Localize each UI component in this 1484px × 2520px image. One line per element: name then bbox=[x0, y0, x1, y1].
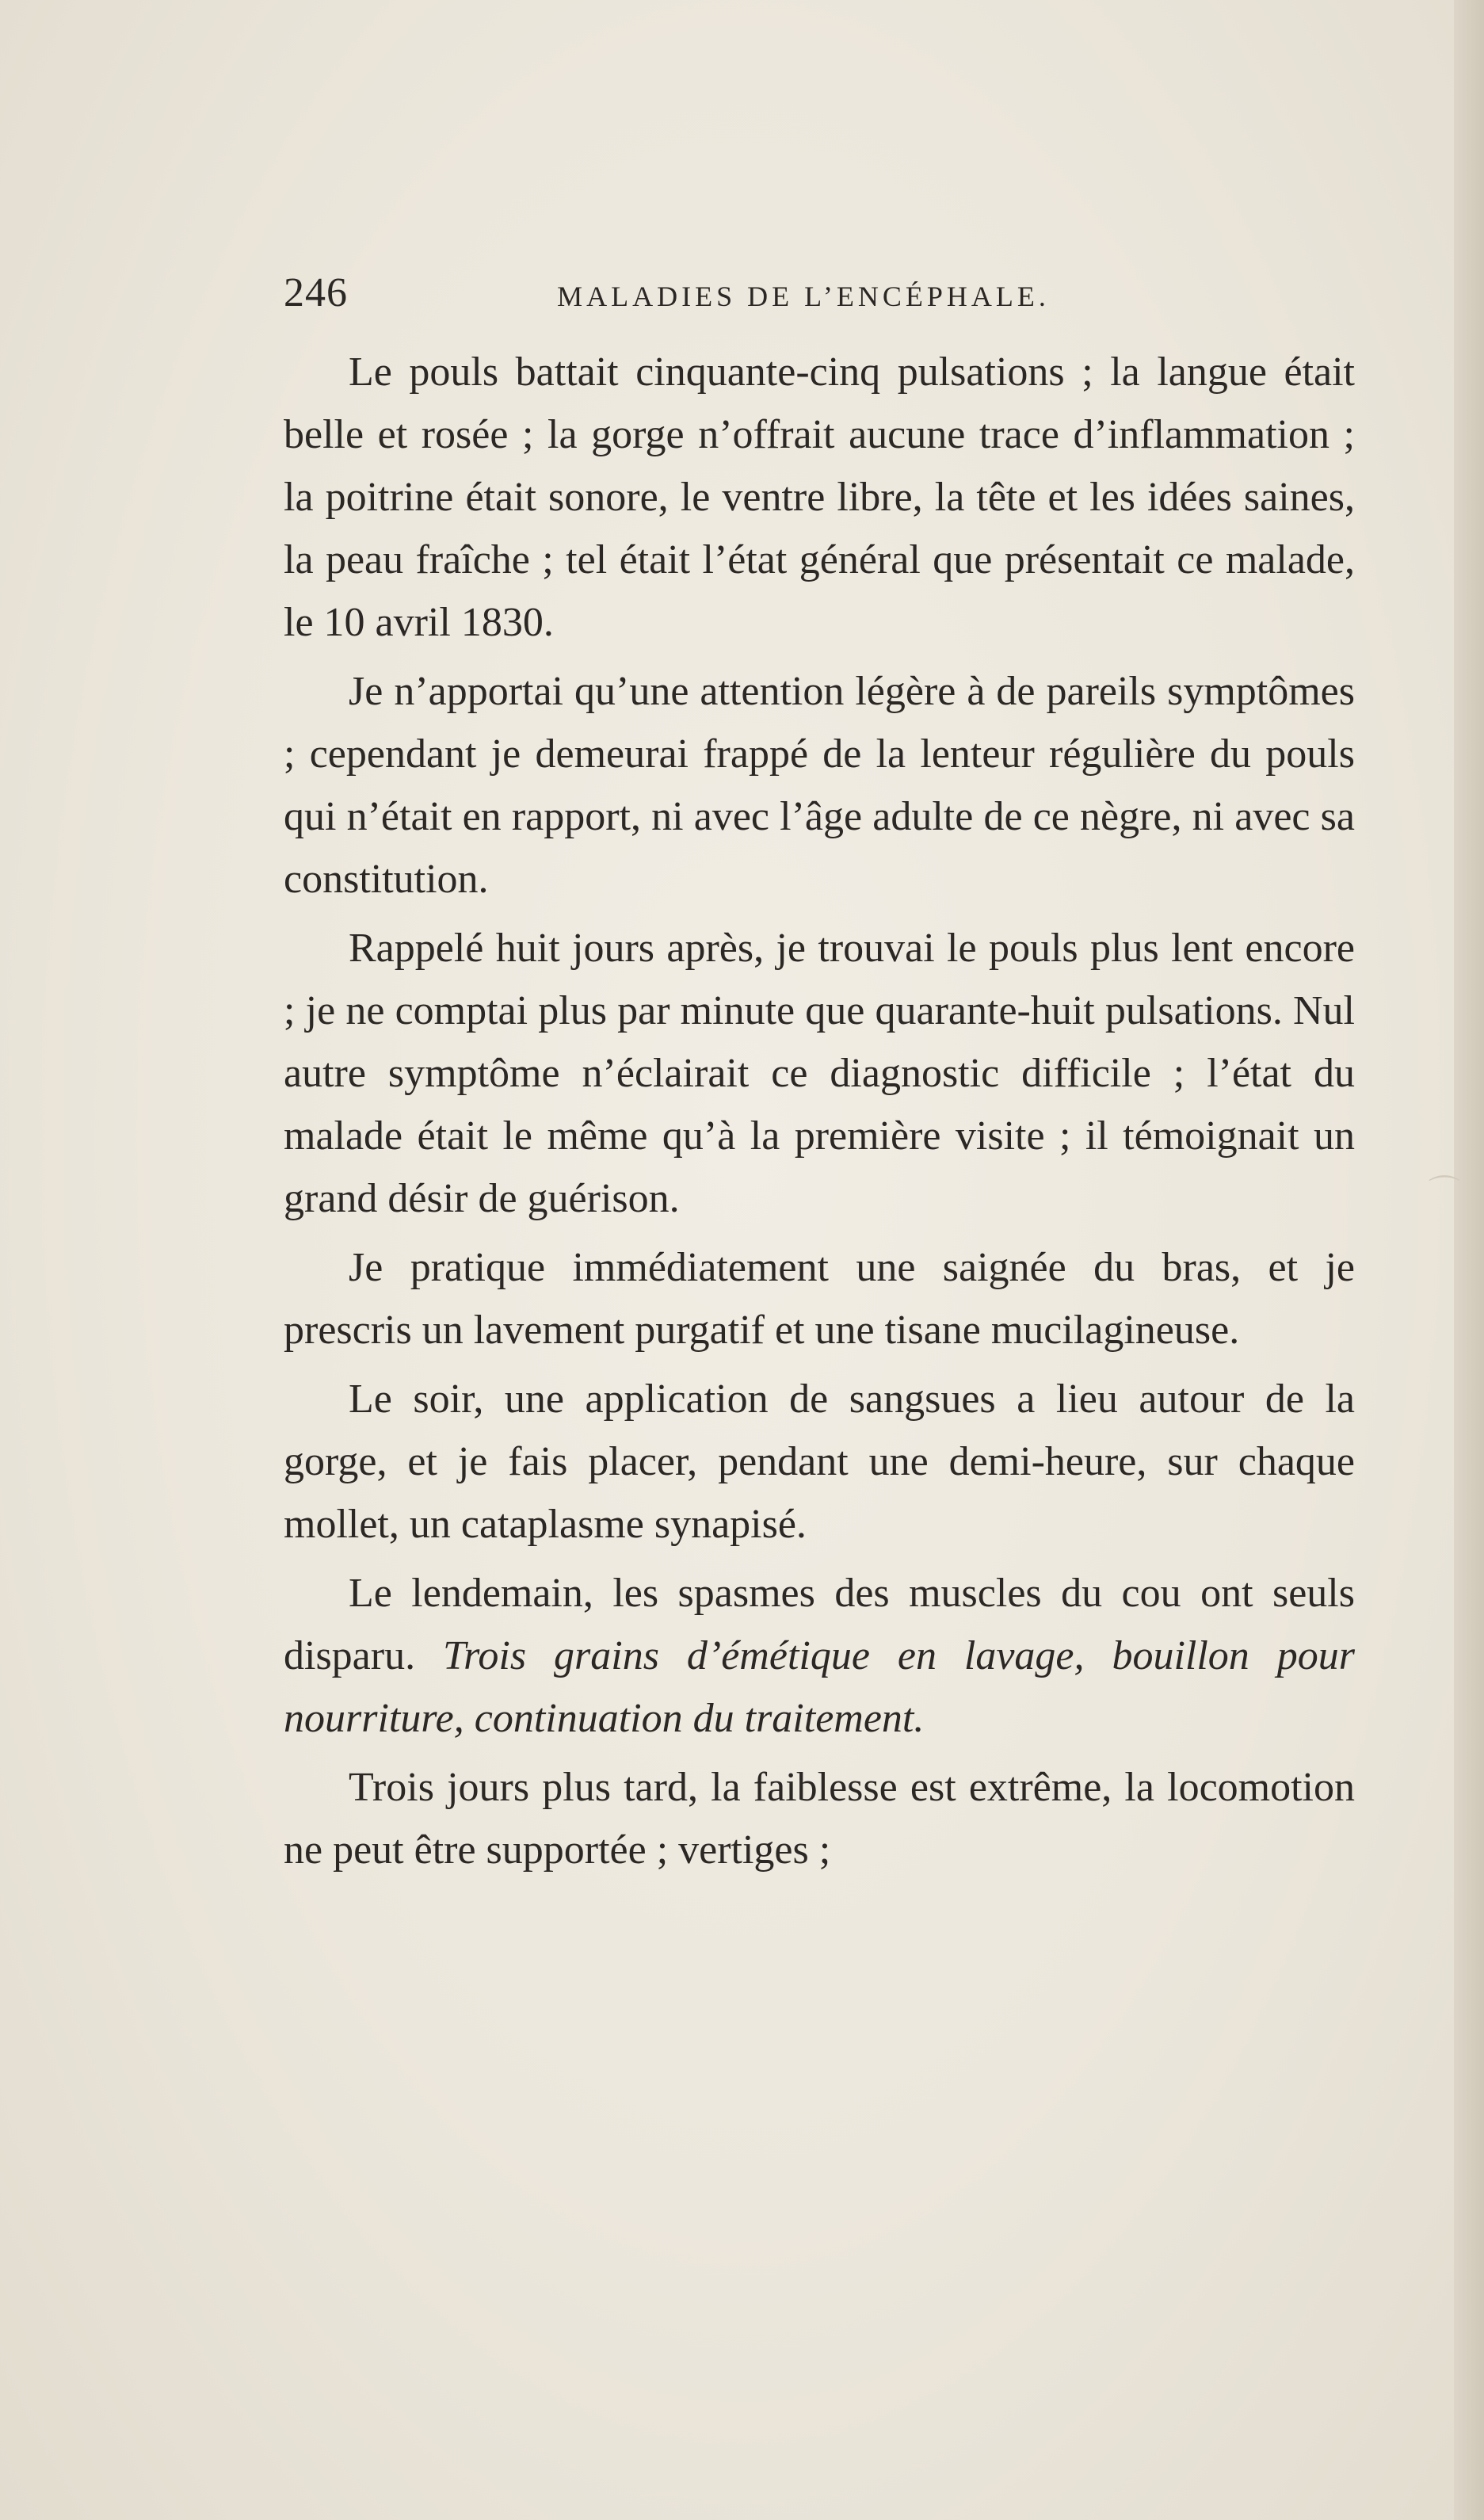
page-text-block bbox=[284, 269, 1355, 1888]
paragraph-7: Trois jours plus tard, la faiblesse est extrême, la locomotion ne peut être supportée ; vertiges ; bbox=[284, 1765, 1355, 1873]
paragraph-5: Le soir, une application de sangsues a lieu autour de la gorge, et je fais placer, pendant une demi-heure, sur chaque mollet, un cataplasme synapisé. bbox=[284, 1376, 1355, 1547]
page-number: 246 bbox=[284, 270, 348, 315]
paragraph-3: Rappelé huit jours après, je trouvai le pouls plus lent encore ; je ne comptai plus par minute que quarante-huit pulsations. Nul autre symptôme n’éclairait ce diagnostic difficile ; l’état du malade était le même qu’à la première visite ; il témoignait un grand désir de guérison. bbox=[284, 926, 1355, 1221]
running-title: MALADIES DE L’ENCÉPHALE. bbox=[557, 281, 1050, 312]
running-head bbox=[284, 269, 1355, 326]
paragraph-4: Je pratique immédiatement une saignée du bras, et je prescris un lavement purgatif et une tisane mucilagineuse. bbox=[284, 1245, 1355, 1353]
paragraph-6 bbox=[284, 1562, 1355, 1750]
paragraph-6-text: Le lendemain, les spasmes des muscles du cou ont seuls disparu. bbox=[284, 1571, 1355, 1678]
paragraph-1: Le pouls battait cinquante-cinq pulsations ; la langue était belle et rosée ; la gorge n’offrait aucune trace d’inflammation ; la poitrine était sonore, le ventre libre, la tête et les idées saines, la peau fraîche ; tel était l’état général que présentait ce malade, le 10 avril 1830. bbox=[284, 349, 1355, 645]
margin-mark-icon: ⌒ bbox=[1429, 1174, 1460, 1210]
paragraph-2: Je n’apportai qu’une attention légère à de pareils symptômes ; cependant je demeurai frappé de la lenteur régulière du pouls qui n’était en rapport, ni avec l’âge adulte de ce nègre, ni avec sa constitution. bbox=[284, 669, 1355, 902]
page-edge bbox=[1454, 0, 1484, 2520]
paragraph-6-italic: Trois grains d’émétique en lavage, bouillon pour nourriture, continuation du traitement. bbox=[284, 1633, 1355, 1741]
